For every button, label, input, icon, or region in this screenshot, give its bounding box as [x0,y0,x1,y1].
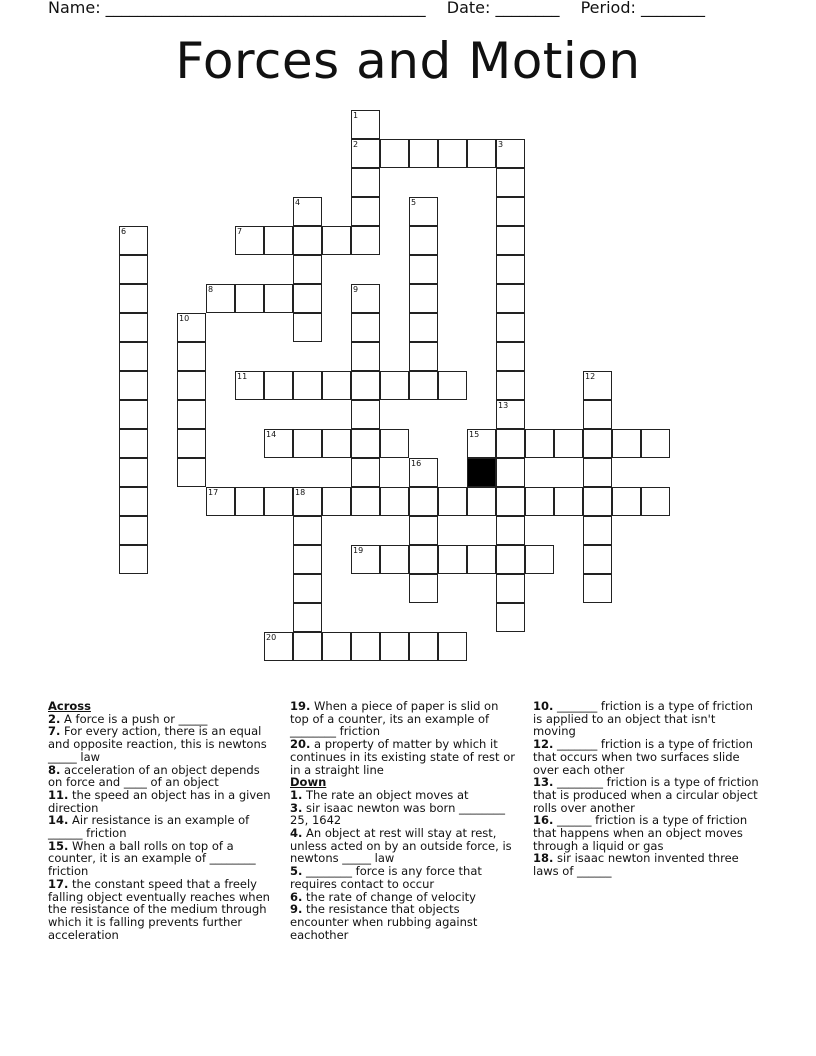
clue-item: 12. _______ friction is a type of friction that occurs when two surfaces slide over each other [533,737,753,777]
across-heading: Across [48,699,91,713]
grid-cell[interactable] [351,197,380,226]
grid-cell[interactable] [293,226,322,255]
page-title: Forces and Motion [175,32,641,90]
grid-cell[interactable] [409,487,438,516]
grid-cell[interactable] [496,458,525,487]
grid-cell[interactable] [351,400,380,429]
grid-cell[interactable] [438,487,467,516]
grid-cell[interactable] [409,197,438,226]
clue-number: 16 [411,459,422,468]
grid-cell[interactable] [119,284,148,313]
grid-cell[interactable] [322,429,351,458]
grid-cell[interactable] [322,226,351,255]
grid-cell[interactable] [351,139,380,168]
clue-item: 4. An object at rest will stay at rest, unless acted on by an outside force, is newtons _____ law [290,826,512,866]
grid-cell[interactable] [612,487,641,516]
clue-item: 9. the resistance that objects encounter when rubbing against eachother [290,902,478,942]
grid-cell[interactable] [496,255,525,284]
grid-cell[interactable] [496,284,525,313]
grid-cell[interactable] [351,226,380,255]
clue-item: 11. the speed an object has in a given direction [48,787,271,815]
clue-column-3 [533,700,761,878]
grid-cell[interactable] [119,458,148,487]
grid-cell[interactable] [467,429,496,458]
grid-cell[interactable] [351,487,380,516]
clue-number: 13 [498,401,509,410]
grid-cell[interactable] [322,632,351,661]
grid-cell[interactable] [351,458,380,487]
down-heading: Down [290,775,327,790]
grid-cell[interactable] [177,458,206,487]
grid-cell[interactable] [583,574,612,603]
grid-cell[interactable] [293,429,322,458]
grid-cell[interactable] [119,255,148,284]
grid-cell[interactable] [177,342,206,371]
grid-cell[interactable] [641,429,670,458]
grid-cell[interactable] [612,429,641,458]
grid-cell[interactable] [322,487,351,516]
clue-item: 14. Air resistance is an example of ______ friction [48,813,250,841]
grid-cell[interactable] [206,487,235,516]
grid-cell[interactable] [293,313,322,342]
grid-cell[interactable] [496,429,525,458]
grid-cell[interactable] [235,371,264,400]
grid-cell[interactable] [293,516,322,545]
grid-cell[interactable] [438,139,467,168]
clue-number: 1 [353,111,359,120]
grid-cell[interactable] [351,284,380,313]
clue-number: 20 [266,633,277,642]
grid-cell[interactable] [293,284,322,313]
clue-number: 6 [121,227,127,236]
grid-cell[interactable] [438,371,467,400]
grid-cell[interactable] [525,429,554,458]
grid-cell[interactable] [438,632,467,661]
grid-cell[interactable] [496,371,525,400]
grid-cell[interactable] [264,284,293,313]
grid-cell[interactable] [554,487,583,516]
grid-cell[interactable] [496,574,525,603]
clue-number: 15 [469,430,480,439]
clue-item: 8. acceleration of an object depends on force and ____ of an object [48,762,260,790]
grid-cell[interactable] [119,400,148,429]
grid-cell[interactable] [351,313,380,342]
clue-item: 17. the constant speed that a freely falling object eventually reaches when the resistance of the medium through which it is falling prevents further acceleration [48,876,270,942]
grid-cell[interactable] [264,371,293,400]
grid-cell[interactable] [177,313,206,342]
clue-item: 20. a property of matter by which it continues in its existing state of rest or in a straight line [290,737,515,777]
grid-cell[interactable] [409,139,438,168]
grid-cell[interactable] [409,226,438,255]
grid-cell[interactable] [525,545,554,574]
grid-cell[interactable] [467,545,496,574]
grid-cell[interactable] [583,371,612,400]
grid-cell[interactable] [177,400,206,429]
grid-cell[interactable] [496,545,525,574]
grid-cell[interactable] [554,429,583,458]
grid-cell[interactable] [496,400,525,429]
grid-cell[interactable] [409,371,438,400]
grid-cell[interactable] [351,110,380,139]
grid-cell[interactable] [380,429,409,458]
grid-cell[interactable] [119,226,148,255]
grid-cell[interactable] [351,342,380,371]
grid-cell[interactable] [351,168,380,197]
grid-cell[interactable] [293,545,322,574]
grid-cell[interactable] [235,226,264,255]
grid-cell[interactable] [206,284,235,313]
grid-cell[interactable] [496,487,525,516]
clue-number: 9 [353,285,359,294]
clue-item: 1. The rate an object moves at [290,787,469,802]
grid-cell[interactable] [380,632,409,661]
grid-cell[interactable] [380,371,409,400]
grid-cell[interactable] [583,516,612,545]
clue-number: 11 [237,372,248,381]
grid-cell[interactable] [409,255,438,284]
grid-cell[interactable] [293,197,322,226]
grid-cell[interactable] [264,226,293,255]
grid-cell[interactable] [409,342,438,371]
grid-cell[interactable] [467,487,496,516]
grid-cell[interactable] [409,458,438,487]
clue-item: 7. For every action, there is an equal and opposite reaction, this is newtons _____ law [48,724,267,764]
clue-number: 5 [411,198,417,207]
name-field[interactable]: Name: ________________________________________ [48,0,426,17]
grid-cell[interactable] [119,516,148,545]
clue-number: 18 [295,488,306,497]
clue-number: 14 [266,430,277,439]
grid-cell[interactable] [496,197,525,226]
grid-cell[interactable] [351,632,380,661]
clue-item: 18. sir isaac newton invented three laws of ______ [533,851,739,879]
clue-item: 10. _______ friction is a type of friction is applied to an object that isn't moving [533,699,753,739]
grid-cell[interactable] [496,313,525,342]
grid-cell[interactable] [409,545,438,574]
clue-item: 15. When a ball rolls on top of a counter, it is an example of ________ friction [48,838,256,879]
grid-cell[interactable] [351,371,380,400]
clue-number: 7 [237,227,243,236]
grid-cell[interactable] [583,458,612,487]
grid-cell[interactable] [322,371,351,400]
grid-cell[interactable] [409,632,438,661]
clue-number: 19 [353,546,364,555]
grid-cell[interactable] [293,632,322,661]
clue-number: 2 [353,140,359,149]
grid-cell[interactable] [293,255,322,284]
grid-cell[interactable] [496,603,525,632]
grid-cell[interactable] [409,313,438,342]
grid-cell[interactable] [583,487,612,516]
black-square [467,458,496,487]
grid-cell[interactable] [119,371,148,400]
grid-cell[interactable] [496,168,525,197]
clue-number: 10 [179,314,190,323]
grid-cell[interactable] [496,342,525,371]
grid-cell[interactable] [380,139,409,168]
grid-cell[interactable] [409,284,438,313]
grid-cell[interactable] [293,487,322,516]
grid-cell[interactable] [496,226,525,255]
grid-cell[interactable] [351,429,380,458]
grid-cell[interactable] [119,429,148,458]
grid-cell[interactable] [293,574,322,603]
grid-cell[interactable] [409,516,438,545]
clue-column-1 [48,700,276,941]
clue-item: 19. When a piece of paper is slid on top of a counter, its an example of ________ friction [290,699,499,739]
grid-cell[interactable] [264,632,293,661]
clue-number: 8 [208,285,214,294]
clue-item: 3. sir isaac newton was born ________ 25, 1642 [290,800,506,828]
grid-cell[interactable] [409,574,438,603]
grid-cell[interactable] [496,139,525,168]
clue-number: 12 [585,372,596,381]
grid-cell[interactable] [525,487,554,516]
clue-item: 13. ________ friction is a type of friction that is produced when a circular object rolls over another [533,775,759,815]
clue-number: 3 [498,140,504,149]
clue-item: 16. ______ friction is a type of friction that happens when an object moves through a liquid or gas [533,813,748,853]
grid-cell[interactable] [177,429,206,458]
grid-cell[interactable] [119,313,148,342]
grid-cell[interactable] [467,139,496,168]
grid-cell[interactable] [583,545,612,574]
grid-cell[interactable] [235,487,264,516]
clue-item: 2. A force is a push or _____ [48,711,208,726]
grid-cell[interactable] [583,400,612,429]
clue-number: 4 [295,198,301,207]
grid-cell[interactable] [293,603,322,632]
grid-cell[interactable] [119,545,148,574]
grid-cell[interactable] [380,545,409,574]
grid-cell[interactable] [119,487,148,516]
clue-item: 6. the rate of change of velocity [290,889,476,904]
date-field[interactable]: Date: ________ [446,0,560,17]
grid-cell[interactable] [380,487,409,516]
student-info-header [48,0,705,17]
grid-cell[interactable] [496,516,525,545]
grid-cell[interactable] [177,371,206,400]
clue-item: 5. ________ force is any force that requires contact to occur [290,864,482,891]
grid-cell[interactable] [351,545,380,574]
grid-cell[interactable] [641,487,670,516]
clue-column-2 [290,700,518,941]
grid-cell[interactable] [293,371,322,400]
grid-cell[interactable] [119,342,148,371]
grid-cell[interactable] [264,429,293,458]
grid-cell[interactable] [235,284,264,313]
period-field[interactable]: Period: ________ [580,0,705,17]
clue-number: 17 [208,488,219,497]
grid-cell[interactable] [438,545,467,574]
grid-cell[interactable] [583,429,612,458]
grid-cell[interactable] [264,487,293,516]
